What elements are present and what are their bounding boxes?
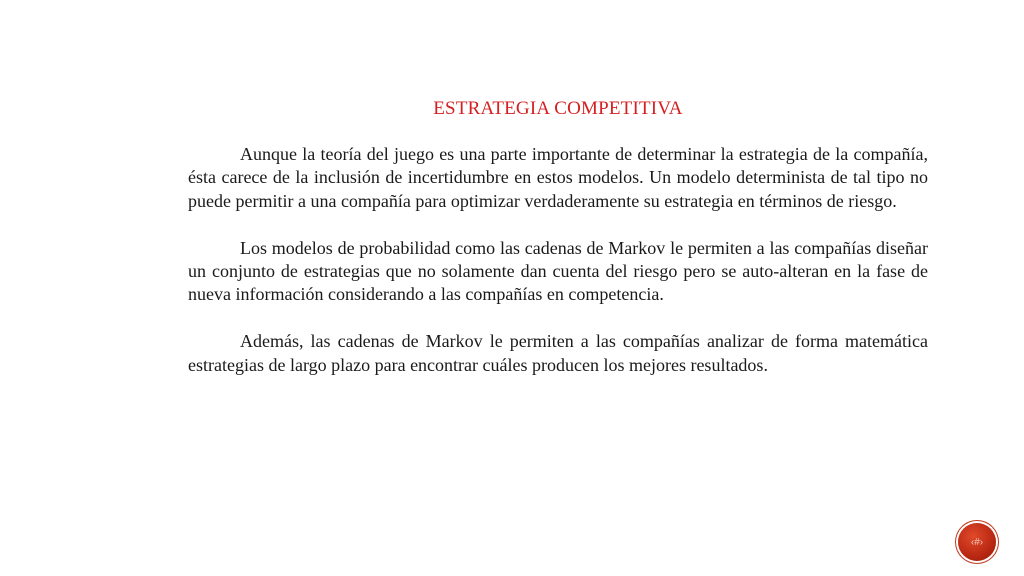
paragraph-1: Aunque la teoría del juego es una parte importante de determinar la estrategia de la compañía, ésta carece de la inclusión de incertidumbre en estos modelos. Un modelo determinista de tal tipo no puede permitir a una compañía para optimizar verdaderamente su estrategia en términos de riesgo.: [188, 144, 928, 211]
paragraph-3: Además, las cadenas de Markov le permiten a las compañías analizar de forma matemática estrategias de largo plazo para encontrar cuáles producen los mejores resultados.: [188, 331, 928, 375]
paragraph-2: Los modelos de probabilidad como las cadenas de Markov le permiten a las compañías diseñar un conjunto de estrategias que no solamente dan cuenta del riesgo pero se auto-alteran en la fase de nueva información considerando a las compañías en competencia.: [188, 237, 928, 305]
slide-title: ESTRATEGIA COMPETITIVA: [433, 98, 683, 119]
slide-number: ‹#›: [970, 536, 984, 548]
slide-number-badge: [958, 523, 996, 561]
slide-body: [188, 143, 928, 400]
